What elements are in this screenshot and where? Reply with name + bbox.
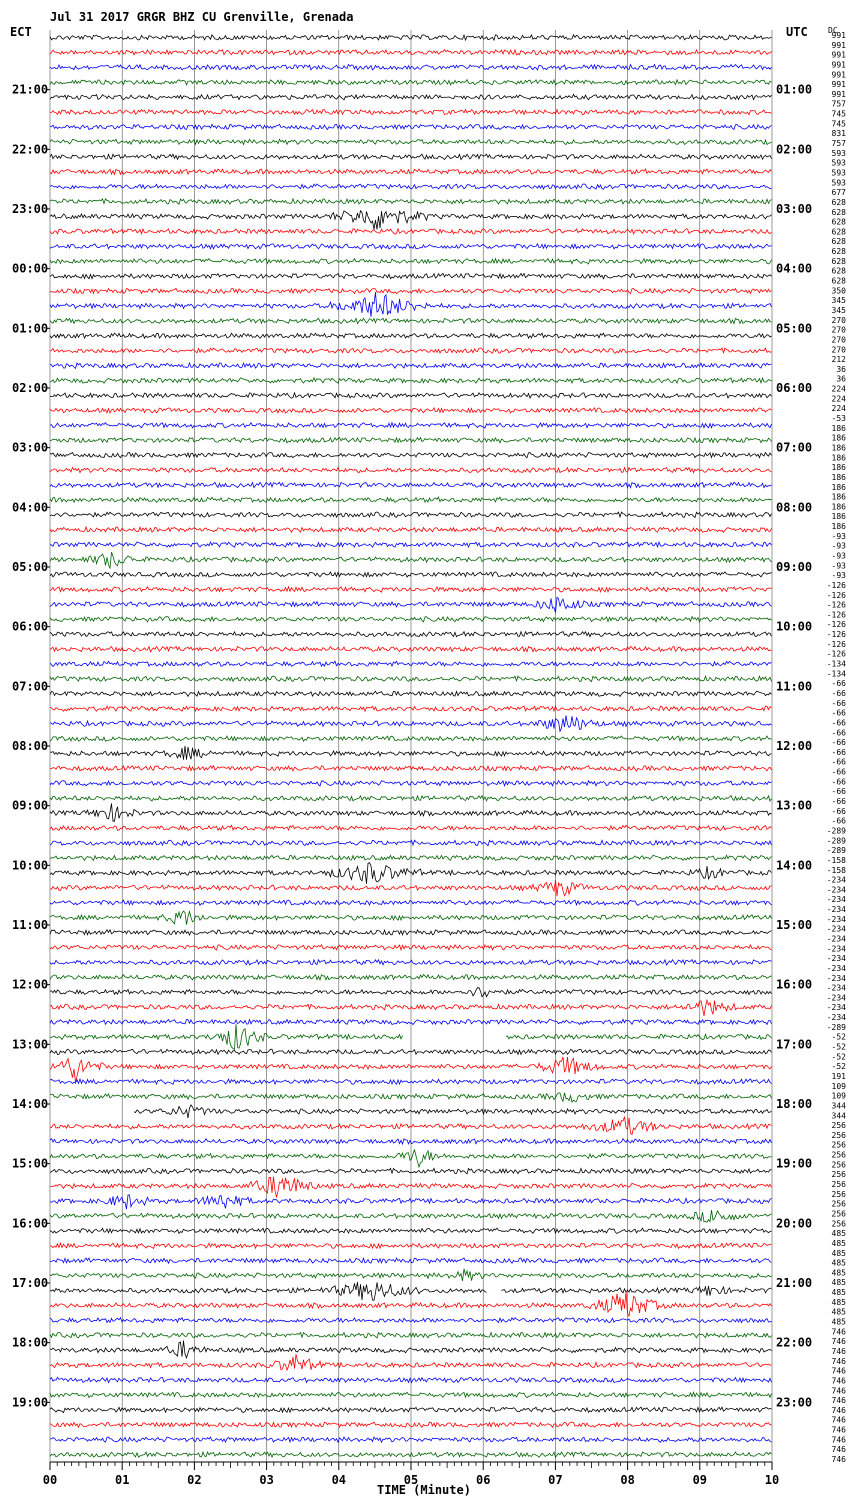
ect-label-17: 14:00: [12, 1097, 49, 1111]
x-tick-label-5: 05: [403, 1473, 419, 1487]
dc-offset-117: 256: [831, 1180, 846, 1190]
dc-offset-52: -93: [831, 541, 846, 551]
dc-offset-99: -234: [826, 1003, 846, 1013]
dc-offset-56: -126: [826, 580, 846, 590]
dc-offset-80: -66: [831, 816, 846, 826]
utc-label-3: 04:00: [776, 261, 813, 276]
x-tick-label-8: 08: [620, 1473, 635, 1487]
dc-offset-74: -66: [831, 757, 846, 767]
dc-offset-92: -234: [826, 934, 846, 944]
ect-label-0: 21:00: [12, 82, 49, 97]
dc-offset-64: -134: [826, 659, 846, 669]
utc-label-15: 16:00: [776, 977, 813, 992]
utc-label-5: 06:00: [776, 381, 813, 395]
dc-offset-119: 256: [831, 1199, 846, 1209]
utc-label-9: 10:00: [776, 619, 813, 634]
utc-label-18: 19:00: [776, 1156, 813, 1171]
dc-offset-43: 186: [831, 453, 846, 463]
ect-label-20: 17:00: [12, 1276, 49, 1290]
x-tick-label-2: 02: [187, 1473, 202, 1487]
dc-offset-49: 186: [831, 512, 846, 522]
dc-offset-104: -52: [831, 1052, 846, 1062]
dc-offset-7: 757: [831, 99, 846, 109]
dc-offset-18: 628: [831, 207, 846, 217]
dc-offset-83: -289: [826, 846, 846, 856]
utc-label-6: 07:00: [776, 440, 813, 455]
dc-offset-94: -234: [826, 954, 846, 964]
ect-label-3: 00:00: [12, 261, 49, 276]
dc-offset-70: -66: [831, 718, 846, 728]
dc-offset-57: -126: [826, 590, 846, 600]
dc-offset-19: 628: [831, 217, 846, 227]
dc-offset-101: -289: [826, 1022, 846, 1032]
dc-offset-124: 485: [831, 1248, 846, 1258]
dc-offset-66: -66: [831, 679, 846, 689]
utc-label-13: 14:00: [776, 858, 813, 873]
dc-offset-90: -234: [826, 914, 846, 924]
x-tick-label-6: 06: [475, 1473, 491, 1487]
dc-offset-35: 36: [836, 374, 846, 384]
dc-offset-46: 186: [831, 482, 846, 492]
dc-offset-3: 991: [831, 60, 846, 70]
dc-offset-136: 746: [831, 1366, 846, 1376]
dc-offset-28: 345: [831, 305, 846, 315]
dc-offset-39: -53: [831, 414, 846, 424]
dc-offset-135: 746: [831, 1356, 846, 1366]
chart-title: Jul 31 2017 GRGR BHZ CU Grenville, Grenada: [50, 10, 354, 24]
x-tick-label-0: 00: [42, 1473, 58, 1487]
dc-offset-115: 256: [831, 1160, 846, 1170]
ect-label-6: 03:00: [12, 440, 49, 455]
dc-offset-108: 109: [831, 1091, 846, 1101]
dc-offset-132: 746: [831, 1327, 846, 1337]
dc-offset-123: 485: [831, 1238, 846, 1248]
ect-label-21: 18:00: [12, 1335, 49, 1350]
dc-offset-54: -93: [831, 561, 846, 571]
dc-offset-65: -134: [826, 669, 846, 679]
ect-label-18: 15:00: [12, 1156, 49, 1171]
dc-offset-5: 991: [831, 80, 846, 90]
dc-offset-24: 628: [831, 266, 846, 276]
x-tick-label-9: 09: [692, 1473, 708, 1487]
dc-offset-10: 831: [831, 129, 846, 139]
dc-offset-96: -234: [826, 973, 846, 983]
dc-offset-68: -66: [831, 698, 846, 708]
ect-label-12: 09:00: [12, 798, 49, 813]
ect-label-8: 05:00: [12, 560, 49, 574]
utc-label-19: 20:00: [776, 1216, 813, 1231]
dc-offset-6: 991: [831, 89, 846, 99]
dc-offset-21: 628: [831, 237, 846, 247]
utc-label-1: 02:00: [776, 142, 813, 157]
dc-offset-72: -66: [831, 738, 846, 748]
dc-offset-2: 991: [831, 50, 846, 60]
ect-label-7: 04:00: [12, 500, 49, 515]
dc-offset-129: 485: [831, 1297, 846, 1307]
ect-label-15: 12:00: [12, 977, 49, 992]
dc-offset-13: 593: [831, 158, 846, 168]
utc-label-14: 15:00: [776, 918, 813, 932]
ect-label-1: 22:00: [12, 142, 49, 157]
utc-label-2: 03:00: [776, 202, 813, 216]
dc-offset-103: -52: [831, 1042, 846, 1052]
dc-offset-113: 256: [831, 1140, 846, 1150]
dc-offset-144: 746: [831, 1445, 846, 1455]
utc-label-11: 12:00: [776, 739, 813, 753]
dc-offset-139: 746: [831, 1396, 846, 1406]
x-tick-label-7: 07: [548, 1473, 563, 1487]
dc-offset-60: -126: [826, 620, 846, 630]
dc-offset-53: -93: [831, 551, 846, 561]
dc-offset-40: 186: [831, 423, 846, 433]
dc-offset-48: 186: [831, 502, 846, 512]
dc-offset-16: 677: [831, 188, 846, 198]
dc-offset-11: 757: [831, 139, 846, 149]
dc-offset-63: -126: [826, 649, 846, 659]
dc-offset-127: 485: [831, 1278, 846, 1288]
dc-offset-30: 270: [831, 325, 846, 335]
utc-header: UTC: [786, 25, 808, 39]
dc-offset-93: -234: [826, 944, 846, 954]
dc-offset-143: 746: [831, 1435, 846, 1445]
dc-offset-138: 746: [831, 1386, 846, 1396]
x-tick-label-4: 04: [331, 1473, 347, 1487]
dc-offset-25: 628: [831, 276, 846, 286]
x-axis-label: TIME (Minute): [377, 1483, 471, 1497]
dc-offset-67: -66: [831, 688, 846, 698]
dc-offset-85: -158: [826, 865, 846, 875]
dc-offset-122: 485: [831, 1229, 846, 1239]
dc-offset-36: 224: [831, 384, 846, 394]
dc-offset-27: 345: [831, 296, 846, 306]
dc-offset-51: -93: [831, 531, 846, 541]
utc-label-17: 18:00: [776, 1097, 813, 1111]
dc-offset-61: -126: [826, 630, 846, 640]
dc-offset-97: -234: [826, 983, 846, 993]
dc-offset-8: 745: [831, 109, 846, 119]
dc-offset-86: -234: [826, 875, 846, 885]
dc-offset-50: 186: [831, 522, 846, 532]
x-tick-label-3: 03: [259, 1473, 274, 1487]
utc-label-16: 17:00: [776, 1037, 813, 1052]
dc-offset-141: 746: [831, 1415, 846, 1425]
utc-label-7: 08:00: [776, 500, 813, 515]
dc-offset-42: 186: [831, 443, 846, 453]
dc-offset-0: 991: [831, 31, 846, 40]
dc-offset-95: -234: [826, 963, 846, 973]
dc-offset-111: 256: [831, 1121, 846, 1131]
ect-label-22: 19:00: [12, 1395, 49, 1410]
dc-offset-20: 628: [831, 227, 846, 237]
ect-label-9: 06:00: [12, 619, 49, 634]
dc-offset-82: -289: [826, 836, 846, 846]
dc-offset-112: 256: [831, 1130, 846, 1140]
dc-offset-102: -52: [831, 1032, 846, 1042]
ect-label-11: 08:00: [12, 739, 49, 753]
dc-offset-77: -66: [831, 787, 846, 797]
dc-offset-84: -158: [826, 855, 846, 865]
dc-offset-133: 746: [831, 1337, 846, 1347]
dc-offset-120: 256: [831, 1209, 846, 1219]
dc-offset-106: 191: [831, 1071, 846, 1081]
dc-offset-55: -93: [831, 571, 846, 581]
dc-offset-58: -126: [826, 600, 846, 610]
dc-offset-32: 270: [831, 345, 846, 355]
dc-offset-15: 593: [831, 178, 846, 188]
dc-offset-17: 628: [831, 197, 846, 207]
dc-offset-125: 485: [831, 1258, 846, 1268]
dc-offset-107: 109: [831, 1081, 846, 1091]
dc-offset-44: 186: [831, 463, 846, 473]
dc-offset-29: 270: [831, 315, 846, 325]
utc-label-21: 22:00: [776, 1335, 813, 1350]
dc-offset-126: 485: [831, 1268, 846, 1278]
utc-label-20: 21:00: [776, 1276, 813, 1290]
dc-offset-38: 224: [831, 404, 846, 414]
dc-offset-37: 224: [831, 394, 846, 404]
dc-offset-105: -52: [831, 1062, 846, 1072]
dc-offset-109: 344: [831, 1101, 846, 1111]
ect-label-16: 13:00: [12, 1037, 49, 1052]
dc-offset-110: 344: [831, 1111, 846, 1121]
dc-offset-116: 256: [831, 1170, 846, 1180]
dc-offset-134: 746: [831, 1346, 846, 1356]
ect-label-2: 23:00: [12, 202, 49, 216]
dc-offset-59: -126: [826, 610, 846, 620]
dc-offset-142: 746: [831, 1425, 846, 1435]
dc-offset-81: -289: [826, 826, 846, 836]
dc-offset-41: 186: [831, 433, 846, 443]
dc-offset-9: 745: [831, 119, 846, 129]
dc-offset-73: -66: [831, 747, 846, 757]
dc-offset-4: 991: [831, 70, 846, 80]
dc-offset-76: -66: [831, 777, 846, 787]
ect-label-10: 07:00: [12, 679, 49, 694]
dc-offset-98: -234: [826, 993, 846, 1003]
ect-label-4: 01:00: [12, 321, 49, 336]
dc-offset-128: 485: [831, 1288, 846, 1298]
dc-offset-100: -234: [826, 1013, 846, 1023]
dc-offset-75: -66: [831, 767, 846, 777]
ect-label-14: 11:00: [12, 918, 49, 932]
dc-offset-33: 212: [831, 355, 846, 365]
dc-offset-45: 186: [831, 472, 846, 482]
dc-offset-47: 186: [831, 492, 846, 502]
dc-offset-91: -234: [826, 924, 846, 934]
dc-offset-34: 36: [836, 364, 846, 374]
dc-offset-87: -234: [826, 885, 846, 895]
ect-label-13: 10:00: [12, 858, 49, 873]
dc-offset-12: 593: [831, 148, 846, 158]
dc-offset-23: 628: [831, 256, 846, 266]
x-tick-label-10: 10: [764, 1473, 780, 1487]
dc-offset-121: 256: [831, 1219, 846, 1229]
dc-offset-130: 485: [831, 1307, 846, 1317]
utc-label-22: 23:00: [776, 1395, 813, 1410]
dc-offset-140: 746: [831, 1405, 846, 1415]
ect-label-5: 02:00: [12, 381, 49, 395]
ect-label-19: 16:00: [12, 1216, 49, 1231]
dc-offset-26: 350: [831, 286, 846, 296]
dc-offset-79: -66: [831, 806, 846, 816]
dc-offset-1: 991: [831, 40, 846, 50]
dc-offset-88: -234: [826, 895, 846, 905]
dc-offset-31: 270: [831, 335, 846, 345]
dc-offset-22: 628: [831, 247, 846, 257]
ect-header: ECT: [10, 25, 32, 39]
utc-label-10: 11:00: [776, 679, 813, 694]
dc-offset-89: -234: [826, 905, 846, 915]
dc-header: DC: [828, 26, 838, 35]
dc-offset-114: 256: [831, 1150, 846, 1160]
utc-label-4: 05:00: [776, 321, 813, 336]
dc-offset-145: 746: [831, 1455, 846, 1464]
x-tick-label-1: 01: [114, 1473, 130, 1487]
dc-offset-78: -66: [831, 797, 846, 807]
dc-offset-137: 746: [831, 1376, 846, 1386]
utc-label-8: 09:00: [776, 560, 813, 574]
dc-offset-62: -126: [826, 639, 846, 649]
dc-offset-71: -66: [831, 728, 846, 738]
utc-label-12: 13:00: [776, 798, 813, 813]
dc-offset-118: 256: [831, 1189, 846, 1199]
dc-offset-14: 593: [831, 168, 846, 178]
utc-label-0: 01:00: [776, 82, 813, 97]
dc-offset-131: 485: [831, 1317, 846, 1327]
dc-offset-69: -66: [831, 708, 846, 718]
